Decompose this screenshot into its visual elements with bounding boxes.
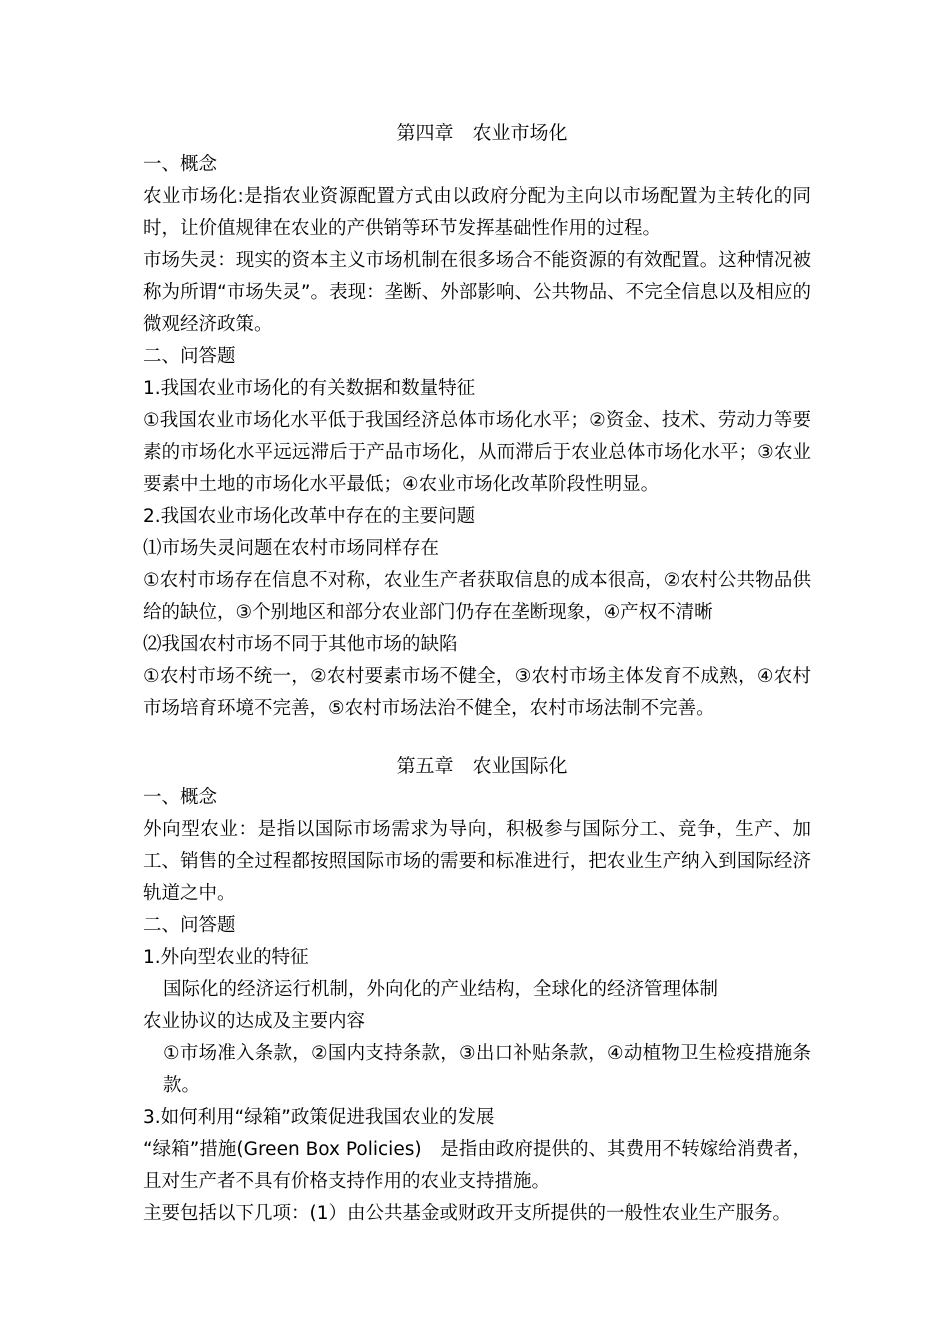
chapter-4-answer-2-part-1: ①农村市场存在信息不对称，农业生产者获取信息的成本很高，②农村公共物品供给的缺位，③个别地区和部分农业部门仍存在垄断现象，④产权不清晰 — [143, 570, 811, 623]
definition-market-failure: 市场失灵：现实的资本主义市场机制在很多场合不能资源的有效配置。这种情况被称为所谓“市场失灵”。表现：垄断、外部影响、公共物品、不完全信息以及相应的微观经济政策。 — [143, 250, 811, 335]
chapter-5-answer-1: 国际化的经济运行机制，外向化的产业结构，全球化的经济管理体制 — [163, 979, 719, 1000]
chapter-5-section-concepts: 一、概念 — [143, 787, 218, 808]
definition-export-oriented-agriculture: 外向型农业：是指以国际市场需求为导向，积极参与国际分工、竞争，生产、加工、销售的全过程都按照国际市场的需要和标准进行，把农业生产纳入到国际经济轨道之中。 — [143, 819, 811, 904]
chapter-4-question-1: 1.我国农业市场化的有关数据和数量特征 — [143, 378, 476, 399]
chapter-4-question-2-part-2: ⑵我国农村市场不同于其他市场的缺陷 — [143, 634, 458, 655]
chapter-5-title: 第五章 农业国际化 — [396, 755, 568, 777]
chapter-4-title: 第四章 农业市场化 — [396, 122, 568, 144]
chapter-5-question-2: 农业协议的达成及主要内容 — [143, 1011, 366, 1032]
document-page — [143, 117, 811, 1230]
chapter-5-question-1: 1.外向型农业的特征 — [143, 947, 309, 968]
chapter-4-answer-1: ①我国农业市场化水平低于我国经济总体市场化水平；②资金、技术、劳动力等要素的市场化水平远远滞后于产品市场化，从而滞后于农业总体市场化水平；③农业要素中土地的市场化水平最低；④农业市场化改革阶段性明显。 — [143, 410, 811, 495]
definition-agricultural-marketization: 农业市场化:是指农业资源配置方式由以政府分配为主向以市场配置为主转化的同时，让价值规律在农业的产供销等环节发挥基础性作用的过程。 — [143, 186, 811, 239]
chapter-4-question-2: 2.我国农业市场化改革中存在的主要问题 — [143, 506, 476, 527]
chapter-4-question-2-part-1: ⑴市场失灵问题在农村市场同样存在 — [143, 538, 440, 559]
chapter-5-answer-3-continued: 主要包括以下几项：(1）由公共基金或财政开支所提供的一般性农业生产服务。 — [143, 1203, 791, 1224]
chapter-4-section-qa: 二、问答题 — [143, 346, 236, 367]
chapter-5-section-qa: 二、问答题 — [143, 915, 236, 936]
chapter-spacer — [143, 725, 811, 750]
chapter-4-answer-2-part-2: ①农村市场不统一，②农村要素市场不健全，③农村市场主体发育不成熟，④农村市场培育环境不完善，⑤农村市场法治不健全，农村市场法制不完善。 — [143, 666, 811, 719]
chapter-5-question-3: 3.如何利用“绿箱”政策促进我国农业的发展 — [143, 1107, 495, 1128]
chapter-4-section-concepts: 一、概念 — [143, 154, 218, 175]
chapter-5-answer-2: ①市场准入条款，②国内支持条款，③出口补贴条款，④动植物卫生检疫措施条款。 — [163, 1043, 811, 1096]
chapter-5-answer-3: “绿箱”措施(Green Box Policies) 是指由政府提供的、其费用不转嫁给消费者，且对生产者不具有价格支持作用的农业支持措施。 — [143, 1139, 811, 1192]
